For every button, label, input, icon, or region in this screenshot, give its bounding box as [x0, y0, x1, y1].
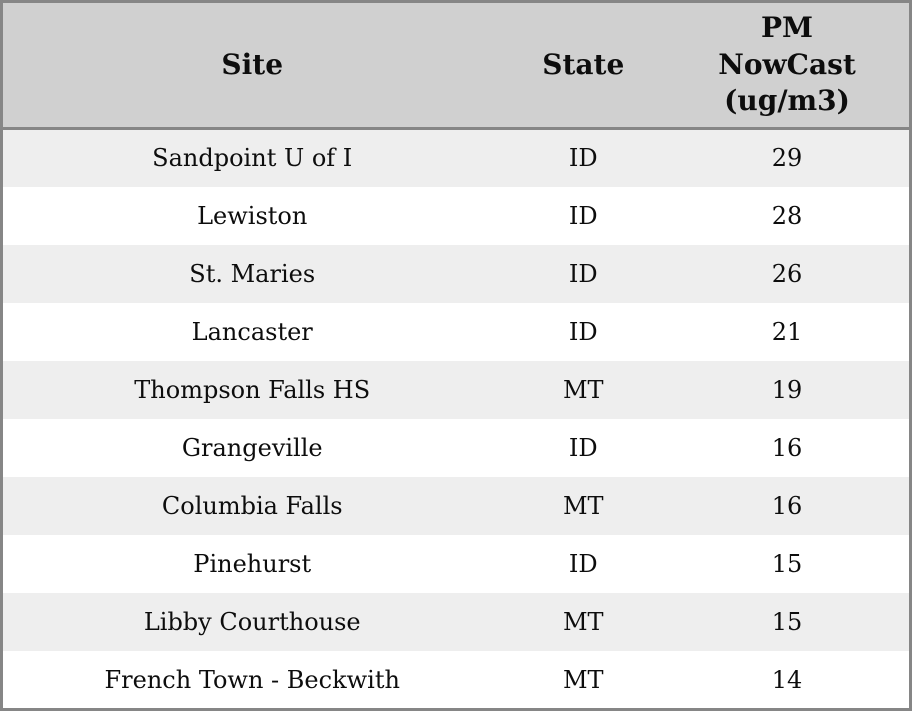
site-cell: Libby Courthouse: [143, 608, 361, 637]
state-cell: ID: [568, 550, 598, 579]
table-row: [2, 245, 911, 303]
table-row: [2, 187, 911, 245]
pm-header-line-1: PM: [761, 11, 814, 45]
table-row: [2, 593, 911, 651]
site-cell: Lewiston: [197, 201, 308, 230]
pm-cell: 16: [771, 434, 803, 463]
state-cell: MT: [562, 608, 604, 637]
pm-cell: 19: [771, 375, 803, 404]
site-cell: Pinehurst: [193, 550, 312, 579]
table-row: [2, 361, 911, 419]
table-header: [2, 2, 911, 129]
pm-cell: 28: [771, 201, 803, 230]
header-row: [2, 2, 911, 129]
pm-cell: 21: [771, 317, 803, 346]
pm-cell: 29: [771, 144, 803, 173]
pm-header-line-3: (ug/m3): [724, 84, 850, 118]
state-cell: ID: [568, 144, 598, 173]
pm-cell: 26: [771, 259, 803, 288]
site-cell: Columbia Falls: [161, 492, 343, 521]
pm-cell: 15: [771, 608, 803, 637]
pm-cell: 14: [771, 665, 803, 694]
site-cell: Thompson Falls HS: [134, 375, 371, 404]
state-cell: MT: [562, 665, 604, 694]
pm-header-line-2: NowCast: [718, 47, 856, 81]
state-cell: MT: [562, 492, 604, 521]
table-row: [2, 303, 911, 361]
table-row: [2, 419, 911, 477]
site-cell: Lancaster: [191, 317, 313, 346]
site-cell: French Town - Beckwith: [104, 665, 400, 694]
state-cell: ID: [568, 259, 598, 288]
col-header-site: Site: [2, 2, 502, 129]
table-body: [2, 129, 911, 710]
pm-cell: 16: [771, 492, 803, 521]
state-cell: ID: [568, 434, 598, 463]
col-header-pm-nowcast: [665, 2, 910, 129]
table-row: [2, 535, 911, 593]
pm-cell: 15: [771, 550, 803, 579]
site-cell: St. Maries: [189, 259, 316, 288]
table-row: [2, 129, 911, 187]
site-cell: Sandpoint U of I: [152, 144, 353, 173]
table-row: [2, 651, 911, 709]
state-cell: ID: [568, 317, 598, 346]
site-cell: Grangeville: [181, 434, 323, 463]
state-cell: ID: [568, 201, 598, 230]
state-cell: MT: [562, 375, 604, 404]
table-row: [2, 477, 911, 535]
col-header-state: State: [501, 2, 665, 129]
